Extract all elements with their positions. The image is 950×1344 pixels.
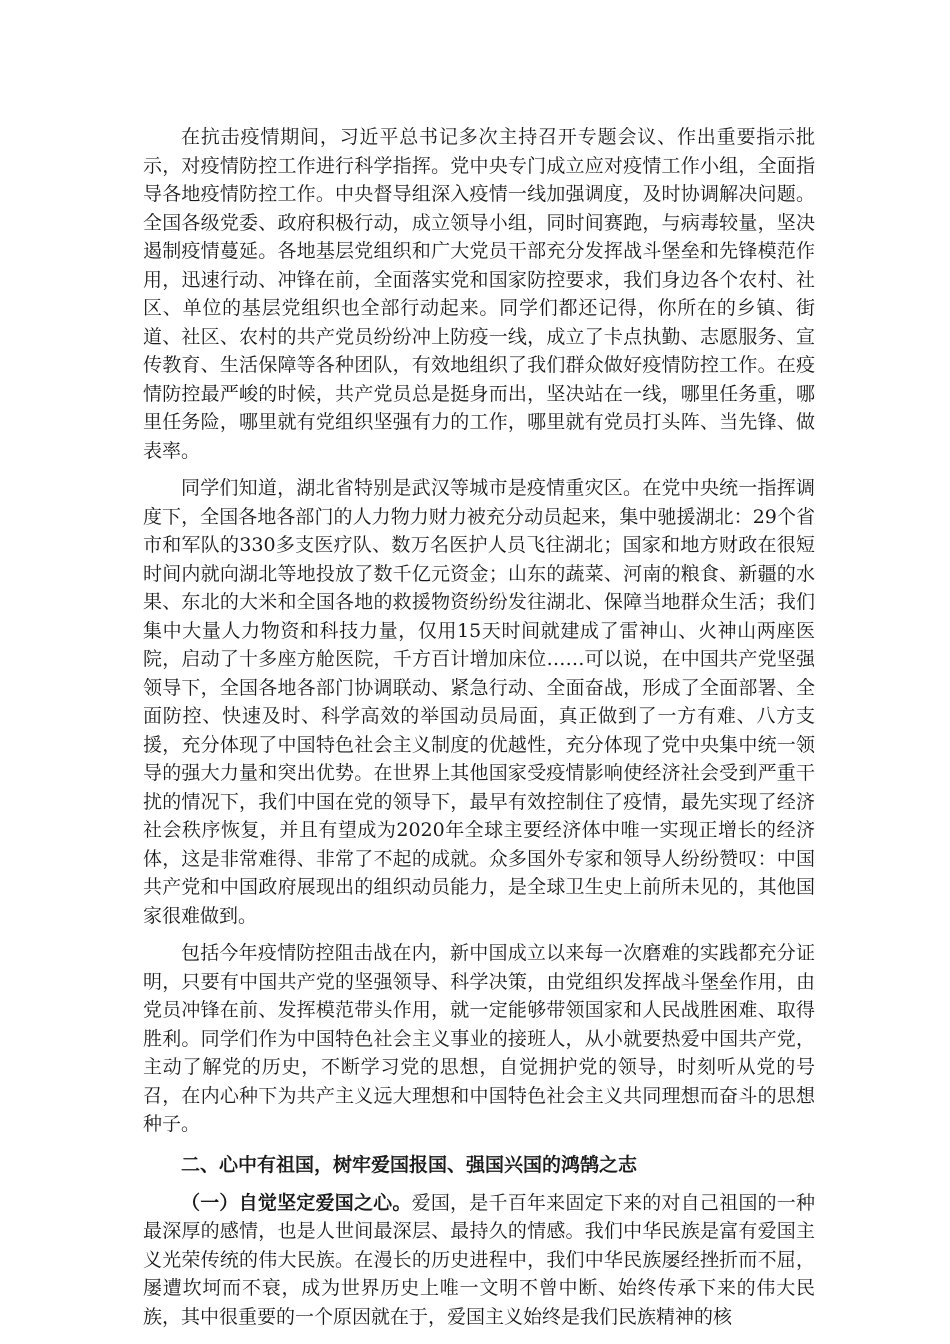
document-body bbox=[143, 123, 815, 1340]
paragraph-patriotism bbox=[143, 1189, 815, 1332]
paragraph-party-leadership-proven: 包括今年疫情防控阻击战在内，新中国成立以来每一次磨难的实践都充分证明，只要有中国共产党的坚强领导、科学决策，由党组织发挥战斗堡垒作用，由党员冲锋在前、发挥模范带头作用，就一定能够带领国家和人民战胜困难、取得胜利。同学们作为中国特色社会主义事业的接班人，从小就要热爱中国共产党，主动了解党的历史，不断学习党的思想，自觉拥护党的领导，时刻听从党的号召，在内心种下为共产主义远大理想和中国特色社会主义共同理想而奋斗的思想种子。 bbox=[143, 942, 815, 1135]
paragraph-party-leadership-in-epidemic: 在抗击疫情期间，习近平总书记多次主持召开专题会议、作出重要指示批示，对疫情防控工作进行科学指挥。党中央专门成立应对疫情工作小组，全面指导各地疫情防控工作。中央督导组深入疫情一线加强调度，及时协调解决问题。全国各级党委、政府积极行动，成立领导小组，同时间赛跑，与病毒较量，坚决遏制疫情蔓延。各地基层党组织和广大党员干部充分发挥战斗堡垒和先锋模范作用，迅速行动、冲锋在前，全面落实党和国家防控要求，我们身边各个农村、社区、单位的基层党组织也全部行动起来。同学们都还记得，你所在的乡镇、街道、社区、农村的共产党员纷纷冲上防疫一线，成立了卡点执勤、志愿服务、宣传教育、生活保障等各种团队，有效地组织了我们群众做好疫情防控工作。在疫情防控最严峻的时候，共产党员总是挺身而出，坚决站在一线，哪里任务重，哪里任务险，哪里就有党组织坚强有力的工作，哪里就有党员打头阵、当先锋、做表率。 bbox=[143, 126, 815, 462]
section-heading: 二、心中有祖国，树牢爱国报国、强国兴国的鸿鹄之志 bbox=[181, 1153, 638, 1176]
subsection-text: 爱国，是千百年来固定下来的对自己祖国的一种最深厚的感情，也是人世间最深层、最持久的情感。我们中华民族是富有爱国主义光荣传统的伟大民族。在漫长的历史进程中，我们中华民族屡经挫折而不屈，屡遭坎坷而不衰，成为世界历史上唯一文明不曾中断、始终传承下来的伟大民族，其中很重要的一个原因就在于，爱国主义始终是我们民族精神的核 bbox=[143, 1191, 815, 1328]
subsection-lead: （一）自觉坚定爱国之心。 bbox=[181, 1191, 412, 1214]
paragraph-hubei-support: 同学们知道，湖北省特别是武汉等城市是疫情重灾区。在党中央统一指挥调度下，全国各地各部门的人力物力财力被充分动员起来，集中驰援湖北：29个省市和军队的330多支医疗队、数万名医护人员飞往湖北；国家和地方财政在很短时间内就向湖北等地投放了数千亿元资金；山东的蔬菜、河南的粮食、新疆的水果、东北的大米和全国各地的救援物资纷纷发往湖北、保障当地群众生活；我们集中大量人力物资和科技力量，仅用15天时间就建成了雷神山、火神山两座医院，启动了十多座方舱医院，千方百计增加床位……可以说，在中国共产党坚强领导下，全国各地各部门协调联动、紧急行动、全面奋战，形成了全面部署、全面防控、快速及时、科学高效的举国动员局面，真正做到了一方有难、八方支援，充分体现了中国特色社会主义制度的优越性，充分体现了党中央集中统一领导的强大力量和突出优势。在世界上其他国家受疫情影响使经济社会受到严重干扰的情况下，我们中国在党的领导下，最早有效控制住了疫情，最先实现了经济社会秩序恢复，并且有望成为2020年全球主要经济体中唯一实现正增长的经济体，这是非常难得、非常了不起的成就。众多国外专家和领导人纷纷赞叹：中国共产党和中国政府展现出的组织动员能力，是全球卫生史上前所未见的，其他国家很难做到。 bbox=[143, 477, 815, 927]
